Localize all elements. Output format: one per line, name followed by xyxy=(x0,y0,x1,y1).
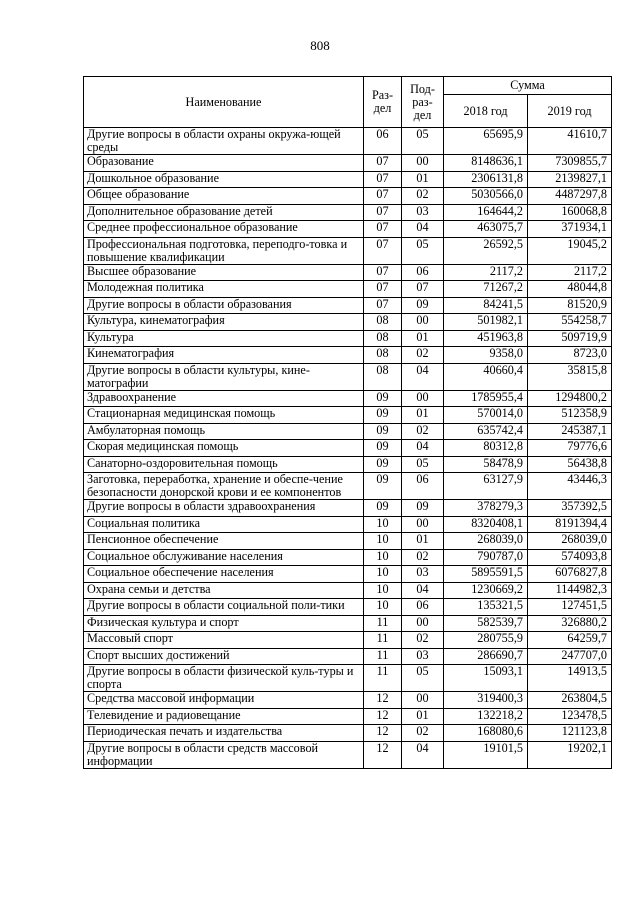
row-name: Общее образование xyxy=(84,188,364,205)
budget-table xyxy=(83,76,612,769)
row-sum-2018: 164644,2 xyxy=(444,204,528,221)
row-razdel: 10 xyxy=(364,533,402,550)
row-name: Другие вопросы в области образования xyxy=(84,297,364,314)
row-sum-2019: 2117,2 xyxy=(528,264,612,281)
row-sum-2019: 121123,8 xyxy=(528,725,612,742)
row-sum-2018: 1785955,4 xyxy=(444,390,528,407)
table-row xyxy=(84,566,612,583)
row-sum-2018: 5895591,5 xyxy=(444,566,528,583)
row-sum-2018: 5030566,0 xyxy=(444,188,528,205)
table-row xyxy=(84,599,612,616)
row-sum-2018: 15093,1 xyxy=(444,665,528,692)
row-sum-2019: 79776,6 xyxy=(528,440,612,457)
row-sum-2019: 245387,1 xyxy=(528,423,612,440)
row-name: Стационарная медицинская помощь xyxy=(84,407,364,424)
row-sum-2019: 7309855,7 xyxy=(528,155,612,172)
row-sum-2018: 8320408,1 xyxy=(444,516,528,533)
row-podrazdel: 02 xyxy=(402,423,444,440)
row-sum-2019: 48044,8 xyxy=(528,281,612,298)
row-name: Среднее профессиональное образование xyxy=(84,221,364,238)
table-row xyxy=(84,264,612,281)
row-razdel: 10 xyxy=(364,599,402,616)
row-podrazdel: 05 xyxy=(402,128,444,155)
row-sum-2019: 8191394,4 xyxy=(528,516,612,533)
row-podrazdel: 01 xyxy=(402,533,444,550)
row-sum-2019: 14913,5 xyxy=(528,665,612,692)
row-razdel: 08 xyxy=(364,347,402,364)
row-razdel: 11 xyxy=(364,615,402,632)
row-razdel: 07 xyxy=(364,188,402,205)
row-podrazdel: 04 xyxy=(402,582,444,599)
row-sum-2018: 570014,0 xyxy=(444,407,528,424)
row-razdel: 07 xyxy=(364,204,402,221)
table-row xyxy=(84,516,612,533)
header-summa: Сумма xyxy=(444,77,612,95)
row-name: Социальное обеспечение населения xyxy=(84,566,364,583)
row-sum-2018: 132218,2 xyxy=(444,708,528,725)
row-name: Здравоохранение xyxy=(84,390,364,407)
table-row xyxy=(84,171,612,188)
table-row xyxy=(84,582,612,599)
row-sum-2019: 1144982,3 xyxy=(528,582,612,599)
row-sum-2018: 319400,3 xyxy=(444,692,528,709)
row-podrazdel: 06 xyxy=(402,599,444,616)
row-podrazdel: 01 xyxy=(402,330,444,347)
row-razdel: 12 xyxy=(364,692,402,709)
row-sum-2019: 326880,2 xyxy=(528,615,612,632)
row-sum-2019: 1294800,2 xyxy=(528,390,612,407)
row-name: Охрана семьи и детства xyxy=(84,582,364,599)
header-podrazdel: Под- раз- дел xyxy=(402,77,444,128)
row-razdel: 08 xyxy=(364,363,402,390)
row-razdel: 11 xyxy=(364,648,402,665)
row-sum-2018: 582539,7 xyxy=(444,615,528,632)
row-razdel: 12 xyxy=(364,708,402,725)
row-sum-2019: 35815,8 xyxy=(528,363,612,390)
row-razdel: 07 xyxy=(364,221,402,238)
row-podrazdel: 00 xyxy=(402,155,444,172)
row-name: Заготовка, переработка, хранение и обеспе-чение безопасности донорской крови и ее компонентов xyxy=(84,473,364,500)
row-sum-2019: 2139827,1 xyxy=(528,171,612,188)
row-name: Молодежная политика xyxy=(84,281,364,298)
row-podrazdel: 06 xyxy=(402,473,444,500)
table-row xyxy=(84,204,612,221)
row-razdel: 07 xyxy=(364,155,402,172)
table-row xyxy=(84,330,612,347)
row-sum-2019: 371934,1 xyxy=(528,221,612,238)
row-razdel: 07 xyxy=(364,297,402,314)
table-row xyxy=(84,725,612,742)
row-razdel: 07 xyxy=(364,264,402,281)
row-name: Санаторно-оздоровительная помощь xyxy=(84,456,364,473)
row-podrazdel: 00 xyxy=(402,615,444,632)
row-sum-2019: 4487297,8 xyxy=(528,188,612,205)
row-razdel: 10 xyxy=(364,516,402,533)
row-sum-2018: 463075,7 xyxy=(444,221,528,238)
table-row xyxy=(84,128,612,155)
row-sum-2019: 509719,9 xyxy=(528,330,612,347)
table-row xyxy=(84,297,612,314)
row-sum-2018: 63127,9 xyxy=(444,473,528,500)
row-podrazdel: 07 xyxy=(402,281,444,298)
row-podrazdel: 05 xyxy=(402,456,444,473)
row-sum-2018: 19101,5 xyxy=(444,741,528,768)
row-sum-2019: 512358,9 xyxy=(528,407,612,424)
row-sum-2018: 2117,2 xyxy=(444,264,528,281)
row-razdel: 11 xyxy=(364,632,402,649)
row-sum-2018: 9358,0 xyxy=(444,347,528,364)
row-podrazdel: 01 xyxy=(402,171,444,188)
row-sum-2019: 554258,7 xyxy=(528,314,612,331)
row-sum-2018: 168080,6 xyxy=(444,725,528,742)
row-sum-2019: 19202,1 xyxy=(528,741,612,768)
row-name: Дошкольное образование xyxy=(84,171,364,188)
row-podrazdel: 03 xyxy=(402,648,444,665)
row-razdel: 07 xyxy=(364,237,402,264)
row-razdel: 08 xyxy=(364,314,402,331)
table-row xyxy=(84,615,612,632)
row-podrazdel: 04 xyxy=(402,221,444,238)
row-razdel: 10 xyxy=(364,582,402,599)
row-sum-2019: 41610,7 xyxy=(528,128,612,155)
row-podrazdel: 00 xyxy=(402,692,444,709)
row-razdel: 09 xyxy=(364,390,402,407)
table-row xyxy=(84,741,612,768)
table-row xyxy=(84,221,612,238)
row-razdel: 07 xyxy=(364,281,402,298)
table-row xyxy=(84,237,612,264)
row-sum-2018: 501982,1 xyxy=(444,314,528,331)
row-name: Дополнительное образование детей xyxy=(84,204,364,221)
row-razdel: 12 xyxy=(364,741,402,768)
row-sum-2018: 80312,8 xyxy=(444,440,528,457)
row-name: Другие вопросы в области социальной поли-тики xyxy=(84,599,364,616)
row-name: Другие вопросы в области здравоохранения xyxy=(84,500,364,517)
row-podrazdel: 04 xyxy=(402,741,444,768)
row-razdel: 09 xyxy=(364,407,402,424)
row-sum-2019: 123478,5 xyxy=(528,708,612,725)
row-sum-2018: 71267,2 xyxy=(444,281,528,298)
row-razdel: 09 xyxy=(364,500,402,517)
table-row xyxy=(84,549,612,566)
row-razdel: 09 xyxy=(364,440,402,457)
table-row xyxy=(84,708,612,725)
row-podrazdel: 06 xyxy=(402,264,444,281)
row-sum-2018: 451963,8 xyxy=(444,330,528,347)
header-year-2018: 2018 год xyxy=(444,95,528,128)
table-row xyxy=(84,188,612,205)
row-sum-2018: 26592,5 xyxy=(444,237,528,264)
row-sum-2019: 64259,7 xyxy=(528,632,612,649)
row-name: Культура, кинематография xyxy=(84,314,364,331)
row-podrazdel: 04 xyxy=(402,363,444,390)
row-name: Физическая культура и спорт xyxy=(84,615,364,632)
row-razdel: 10 xyxy=(364,549,402,566)
table-row xyxy=(84,440,612,457)
row-podrazdel: 02 xyxy=(402,632,444,649)
table-row xyxy=(84,692,612,709)
row-sum-2019: 247707,0 xyxy=(528,648,612,665)
row-sum-2018: 84241,5 xyxy=(444,297,528,314)
row-sum-2019: 8723,0 xyxy=(528,347,612,364)
row-razdel: 08 xyxy=(364,330,402,347)
table-row xyxy=(84,632,612,649)
row-name: Другие вопросы в области средств массовой информации xyxy=(84,741,364,768)
row-podrazdel: 03 xyxy=(402,204,444,221)
row-sum-2018: 135321,5 xyxy=(444,599,528,616)
table-row xyxy=(84,473,612,500)
row-podrazdel: 09 xyxy=(402,297,444,314)
table-row xyxy=(84,314,612,331)
row-podrazdel: 01 xyxy=(402,407,444,424)
row-name: Телевидение и радиовещание xyxy=(84,708,364,725)
row-sum-2019: 43446,3 xyxy=(528,473,612,500)
row-sum-2018: 378279,3 xyxy=(444,500,528,517)
row-podrazdel: 02 xyxy=(402,725,444,742)
row-podrazdel: 02 xyxy=(402,347,444,364)
row-sum-2018: 268039,0 xyxy=(444,533,528,550)
table-row xyxy=(84,665,612,692)
row-razdel: 09 xyxy=(364,456,402,473)
row-razdel: 10 xyxy=(364,566,402,583)
row-sum-2019: 160068,8 xyxy=(528,204,612,221)
row-sum-2019: 268039,0 xyxy=(528,533,612,550)
table-row xyxy=(84,347,612,364)
row-podrazdel: 00 xyxy=(402,516,444,533)
row-name: Высшее образование xyxy=(84,264,364,281)
row-podrazdel: 01 xyxy=(402,708,444,725)
row-name: Другие вопросы в области физической куль-туры и спорта xyxy=(84,665,364,692)
row-podrazdel: 04 xyxy=(402,440,444,457)
row-sum-2018: 280755,9 xyxy=(444,632,528,649)
row-podrazdel: 03 xyxy=(402,566,444,583)
header-year-2019: 2019 год xyxy=(528,95,612,128)
table-row xyxy=(84,648,612,665)
row-name: Образование xyxy=(84,155,364,172)
row-podrazdel: 05 xyxy=(402,237,444,264)
row-sum-2018: 790787,0 xyxy=(444,549,528,566)
row-razdel: 07 xyxy=(364,171,402,188)
row-podrazdel: 02 xyxy=(402,188,444,205)
row-sum-2018: 8148636,1 xyxy=(444,155,528,172)
row-name: Спорт высших достижений xyxy=(84,648,364,665)
row-razdel: 06 xyxy=(364,128,402,155)
table-row xyxy=(84,456,612,473)
row-sum-2018: 635742,4 xyxy=(444,423,528,440)
header-razdel: Раз- дел xyxy=(364,77,402,128)
row-podrazdel: 02 xyxy=(402,549,444,566)
row-sum-2019: 263804,5 xyxy=(528,692,612,709)
page-number: 808 xyxy=(310,38,330,53)
row-sum-2019: 6076827,8 xyxy=(528,566,612,583)
row-podrazdel: 00 xyxy=(402,390,444,407)
row-name: Средства массовой информации xyxy=(84,692,364,709)
row-podrazdel: 05 xyxy=(402,665,444,692)
row-name: Скорая медицинская помощь xyxy=(84,440,364,457)
row-razdel: 12 xyxy=(364,725,402,742)
row-sum-2019: 19045,2 xyxy=(528,237,612,264)
row-razdel: 11 xyxy=(364,665,402,692)
row-name: Пенсионное обеспечение xyxy=(84,533,364,550)
table-row xyxy=(84,281,612,298)
row-razdel: 09 xyxy=(364,423,402,440)
table-row xyxy=(84,407,612,424)
row-sum-2019: 127451,5 xyxy=(528,599,612,616)
table-row xyxy=(84,155,612,172)
row-name: Социальное обслуживание населения xyxy=(84,549,364,566)
row-sum-2018: 1230669,2 xyxy=(444,582,528,599)
row-sum-2018: 58478,9 xyxy=(444,456,528,473)
table-row xyxy=(84,500,612,517)
table-row xyxy=(84,363,612,390)
row-name: Профессиональная подготовка, переподго-товка и повышение квалификации xyxy=(84,237,364,264)
row-sum-2018: 65695,9 xyxy=(444,128,528,155)
row-sum-2018: 2306131,8 xyxy=(444,171,528,188)
row-name: Периодическая печать и издательства xyxy=(84,725,364,742)
row-sum-2019: 81520,9 xyxy=(528,297,612,314)
row-name: Амбулаторная помощь xyxy=(84,423,364,440)
row-name: Массовый спорт xyxy=(84,632,364,649)
row-name: Социальная политика xyxy=(84,516,364,533)
row-podrazdel: 09 xyxy=(402,500,444,517)
header-name: Наименование xyxy=(84,77,364,128)
row-razdel: 09 xyxy=(364,473,402,500)
row-sum-2019: 56438,8 xyxy=(528,456,612,473)
row-name: Другие вопросы в области охраны окружа-ющей среды xyxy=(84,128,364,155)
row-sum-2019: 357392,5 xyxy=(528,500,612,517)
row-name: Другие вопросы в области культуры, кине-матографии xyxy=(84,363,364,390)
table-row xyxy=(84,390,612,407)
table-row xyxy=(84,423,612,440)
table-row xyxy=(84,533,612,550)
row-sum-2018: 286690,7 xyxy=(444,648,528,665)
row-podrazdel: 00 xyxy=(402,314,444,331)
row-sum-2018: 40660,4 xyxy=(444,363,528,390)
row-name: Культура xyxy=(84,330,364,347)
row-name: Кинематография xyxy=(84,347,364,364)
row-sum-2019: 574093,8 xyxy=(528,549,612,566)
